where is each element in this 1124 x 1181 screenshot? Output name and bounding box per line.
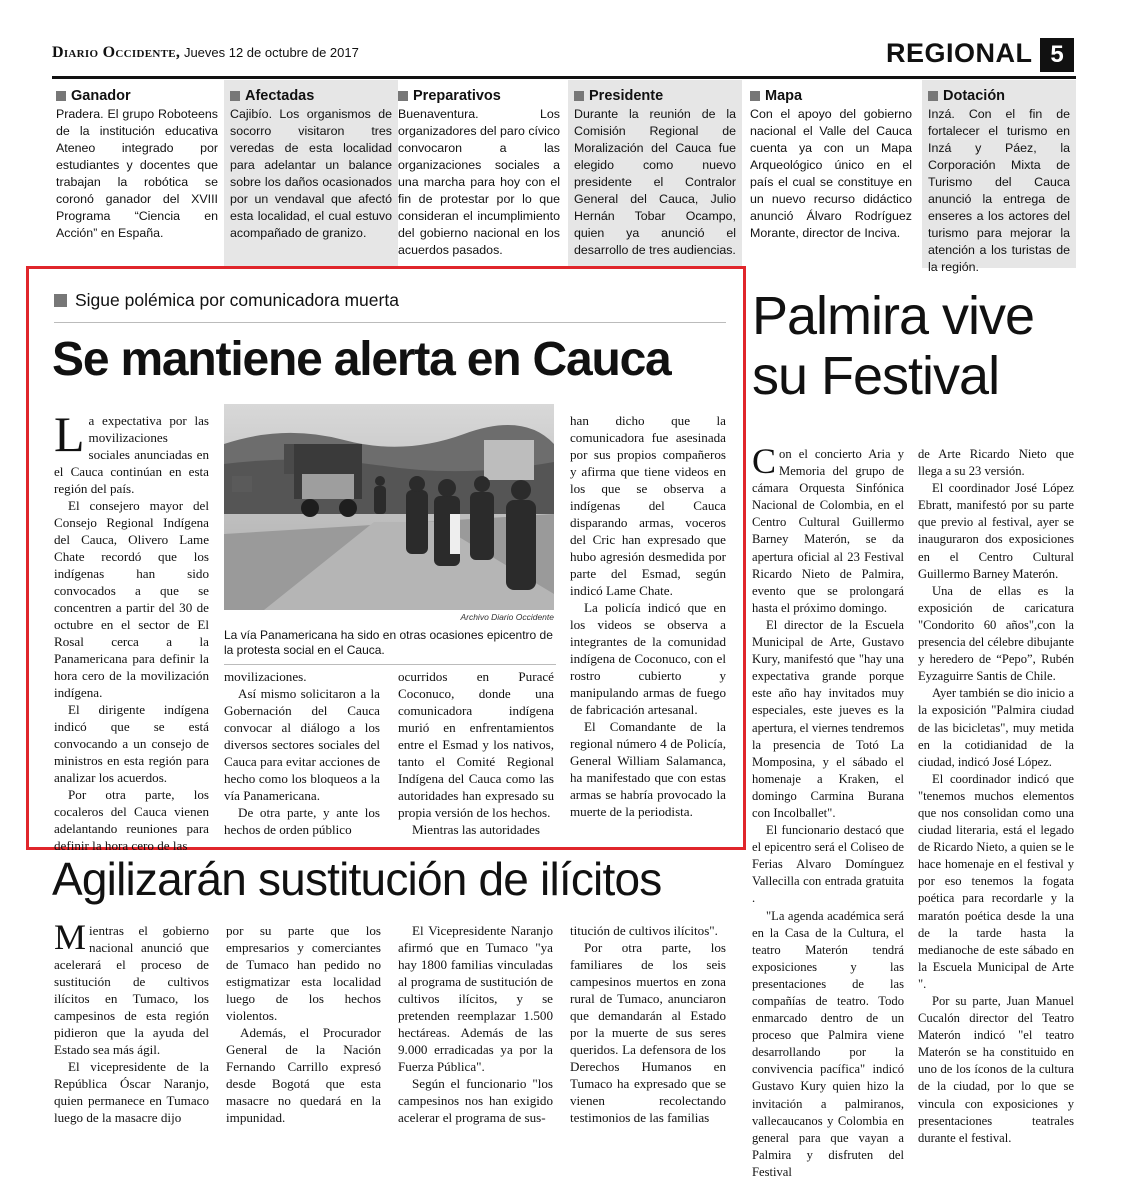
paragraph: El coordinador José López Ebratt, manifestó por su parte que previo al festival, ayer se inauguraron dos exposiciones en el Centro Cultural Guillermo Barney Materón. <box>918 481 1074 581</box>
paragraph: Una de ellas es la exposición de caricatura "Condorito 60 años",con la presencia del célebre dibujante y heredero de “Pepo”, Rubén Eyzaguirre Santis de Chile. <box>918 583 1074 684</box>
photo-credit: Archivo Diario Occidente <box>460 612 554 622</box>
bullet-square-icon <box>54 294 67 307</box>
paragraph: Según el funcionario "los campesinos nos han exigido acelerar el programa de sus- <box>398 1076 553 1125</box>
photo-caption <box>224 628 556 665</box>
paragraph: El Comandante de la regional número 4 de Policía, General William Salamanca, ha manifestado que con estas armas se habría provocado la muerte de la periodista. <box>570 719 726 819</box>
ilicitos-column-1 <box>54 917 209 1126</box>
brief-text: Inzá. Con el fin de fortalecer el turismo en Inzá y Páez, la Corporación Mixta de Turismo del Cauca anunció la entrega de enseres a los actores del turismo para mejorar la atención a los turistas de la región. <box>928 107 1070 274</box>
brief-dotacion <box>922 80 1076 274</box>
paragraph: movilizaciones. <box>224 669 307 684</box>
bullet-square-icon <box>230 91 240 101</box>
brief-text: Durante la reunión de la Comisión Regional de Moralización del Cauca fue elegido como nuevo presidente el Contralor General del Cauca, Julio Hernán Tobar Ocampo, quien ya anunció el desarrollo de tres audiencias. <box>574 107 736 257</box>
paragraph: on el concierto Aria y Memoria del grupo de cámara Orquesta Sinfónica Nacional de Colombia, en el Centro Cultural Guillermo Barney Materón, se da apertura oficial al 23 Festival Ricardo Nieto de Palmira, evento que se prolongará hasta el próximo domingo. <box>752 447 904 615</box>
paragraph: de Arte Ricardo Nieto que llega a su 23 versión. <box>918 447 1074 479</box>
paragraph: ientras el gobierno nacional anunció que acelerará el proceso de sustitución de cultivos ilícitos en Tumaco, los campesinos de esta región pidieron que la ayuda del Estado sea más ágil. <box>54 923 209 1057</box>
brief-text: Pradera. El grupo Roboteens de la institución educativa Ateneo integrado por estudiantes y docentes que trabajan la robótica se coronó ganador del XVIII Programa “Ciencia en Acción” en España. <box>56 107 218 240</box>
masthead-left <box>52 44 359 62</box>
dropcap: M <box>54 917 87 957</box>
ilicitos-column-2 <box>226 922 381 1126</box>
palmira-column-1 <box>752 441 904 1181</box>
issue-date: Jueves 12 de octubre de 2017 <box>183 45 359 60</box>
paragraph: El director de la Escuela Municipal de Arte, Gustavo Kury, manifestó que "hay una expectativa grande porque este año hay invitados muy especiales, este jueves es la apertura, el viernes tendremos la presencia de Totó La Momposina, y el sábado el homenaje a Kraken, el domingo Carmina Burana con Incolballet". <box>752 617 904 820</box>
paragraph: Por otra parte, los cocaleros del Cauca vienen adelantando reuniones para definir la hora cero de las <box>54 787 209 853</box>
paragraph: "La agenda académica será en la Casa de la Cultura, el teatro Materón tendrá exposiciones y las presentaciones de las compañías de teatro. Todo enmarcado dentro de un proceso que Palmira viene desarrollando por la convivencia pacífica" indicó Gustavo Kury quien hizo la invitación a palmiranos, vallecaucanos y Colombia en general para que vayan a Palmira y disfruten del Festival <box>752 908 904 1179</box>
bullet-square-icon <box>56 91 66 101</box>
cauca-column-1 <box>54 406 209 854</box>
brief-presidente <box>568 80 742 268</box>
paper-name: Diario Occidente, <box>52 44 181 61</box>
palmira-column-2 <box>918 446 1074 1147</box>
brief-afectadas <box>224 80 398 268</box>
bullet-square-icon <box>398 91 408 101</box>
kicker-rule <box>54 322 726 323</box>
section-title: REGIONAL <box>886 38 1033 68</box>
paragraph: Además, el Procurador General de la Nación Fernando Carrillo expresó desde Bogotá que esta masacre no quedará en la impunidad. <box>226 1025 381 1125</box>
cauca-column-2 <box>224 668 380 838</box>
brief-mapa <box>744 80 918 268</box>
paragraph: Así mismo solicitaron a la Gobernación del Cauca convocar al diálogo a los diversos sectores sociales del Cauca para evitar acciones de hecho como los bloqueos a la vía Panamericana. <box>224 686 380 803</box>
paragraph: El funcionario destacó que el epicentro será el Coliseo de Ferias Alvaro Domínguez Vallecilla con entrada gratuita . <box>752 823 904 906</box>
top-rule <box>52 76 1076 79</box>
brief-title: Preparativos <box>413 88 501 104</box>
paragraph: El dirigente indígena indicó que se está convocando a un consejo de ministros en esta región para analizar los acuerdos. <box>54 702 209 785</box>
paragraph: La policía indicó que en los videos se observa a integrantes de la comunidad indígena de Coconuco, con el rostro cubierto y manipulando armas de fuego de fabricación artesanal. <box>570 600 726 717</box>
brief-preparativos <box>392 80 566 268</box>
paragraph: De otra parte, y ante los hechos de orden público <box>224 805 380 837</box>
bullet-square-icon <box>750 91 760 101</box>
brief-title: Dotación <box>943 88 1006 104</box>
ilicitos-column-4 <box>570 922 726 1126</box>
paragraph: El vicepresidente de la República Óscar Naranjo, quien permanece en Tumaco luego de la masacre dijo <box>54 1059 209 1125</box>
paragraph: a expectativa por las movilizaciones sociales anunciadas en el Cauca continúan en esta región del país. <box>54 413 209 496</box>
cauca-column-3 <box>398 668 554 838</box>
page-number: 5 <box>1040 38 1074 72</box>
paragraph: Por su parte, Juan Manuel Cucalón director del Teatro Materón indicó "el teatro Materón se ha constituido en uno de los íconos de la cultura de la ciudad, por lo que se vincula con exposiciones y presentaciones teatrales durante el festival. <box>918 994 1074 1145</box>
cauca-column-4 <box>570 412 726 820</box>
brief-ganador <box>50 80 224 268</box>
brief-text: Con el apoyo del gobierno nacional el Valle del Cauca cuenta ya con un Mapa Arqueológico único en el país el cual se constituye en un nuevo recurso didáctico anunció Álvaro Rodríguez Morante, director de Inciva. <box>750 107 912 240</box>
caption-text: ha sido en otras ocasiones epicentro de la protesta social en el Cauca. <box>224 628 553 657</box>
kicker-text: Sigue polémica por comunicadora muerta <box>75 290 399 310</box>
brief-title: Afectadas <box>245 88 315 104</box>
headline-palmira: Palmira vive su Festival <box>752 286 1035 406</box>
brief-text: Buenaventura. Los organizadores del paro cívico convocaron a las organizaciones sociales a una marcha para hoy con el fin de protestar por lo que consideran el incumplimiento del gobierno nacional en los acuerdos pasados. <box>398 107 560 257</box>
bullet-square-icon <box>928 91 938 101</box>
paragraph: Mientras las autoridades <box>412 822 540 837</box>
bullet-square-icon <box>574 91 584 101</box>
paragraph: ocurridos en Puracé Coconuco, donde una comunicadora indígena murió en enfrentamientos entre el Esmad y los nativos, tanto el Comité Regional Indígena del Cauca como las autoridades han expresado su propia versión de los hechos. <box>398 669 554 820</box>
paragraph: El Vicepresidente Naranjo afirmó que en Tumaco "ya hay 1800 familias vinculadas al programa de sustitución de cultivos ilícitos, y se pretenden reemplazar 1.500 hectáreas. Además de las 9.000 erradicadas ya por la Fuerza Pública". <box>398 923 553 1074</box>
dropcap: C <box>752 441 777 481</box>
brief-title: Mapa <box>765 88 803 104</box>
protest-photo <box>224 404 554 610</box>
paragraph: El coordinador indicó que "tenemos muchos elementos que nos consolidan como una ciudad literaria, está el legado de Ricardo Nieto, a quien se le hace homenaje en el festival y por eso tenemos la fogata poética para recordarle y la maratón poética desde la una de la tarde hasta la medianoche de este sábado en la Escuela Municipal de Arte ". <box>918 771 1074 991</box>
kicker <box>54 290 399 311</box>
photo-illustration <box>224 404 554 610</box>
ilicitos-column-3 <box>398 922 553 1126</box>
headline-ilicitos: Agilizarán sustitución de ilícitos <box>52 853 662 905</box>
paragraph: Por otra parte, los familiares de los seis campesinos muertos en zona rural de Tumaco, anunciaron que demandarán al Estado por la muerte de sus seres queridos. La defensora de los Derechos Humanos en Tumaco ha expresado que se vienen recolectando testimonios de las familias <box>570 940 726 1125</box>
paragraph: Ayer también se dio inicio a la exposición "Palmira ciudad de las bicicletas", muy metida en la cotidianidad de la ciudad, indicó José López. <box>918 686 1074 769</box>
paragraph: titución de cultivos ilícitos". <box>570 923 718 938</box>
paragraph: han dicho que la comunicadora fue asesinada por sus propios compañeros y afirma que tiene videos en los que se observa a indígenas del Cauca disparando armas, voceros del Cric han expresado que hubo agresión desmedida por parte del Esmad, según indicó Lame Chate. <box>570 413 726 598</box>
headline-cauca: Se mantiene alerta en Cauca <box>52 333 671 386</box>
brief-title: Presidente <box>589 88 664 104</box>
paragraph: por su parte que los empresarios y comerciantes de Tumaco han pedido no estigmatizar esta localidad luego de los hechos violentos. <box>226 923 381 1023</box>
brief-title: Ganador <box>71 88 131 104</box>
dropcap: L <box>54 406 85 462</box>
paragraph: El consejero mayor del Consejo Regional Indígena del Cauca, Olivero Lame Chate recordó que los indígenas han sido convocados a que se concentren a partir del 30 de octubre en el sector de El Rosal cerca a la Panamericana para definir la hora cero de la movilización indígena. <box>54 498 209 700</box>
caption-lead: La vía Panamericana <box>224 628 338 642</box>
brief-text: Cajibío. Los organismos de socorro visitaron tres veredas de esta localidad para adelantar un balance sobre los daños ocasionados por un vendaval que afectó esta localidad, el cual estuvo acompañado de granizo. <box>230 107 392 240</box>
